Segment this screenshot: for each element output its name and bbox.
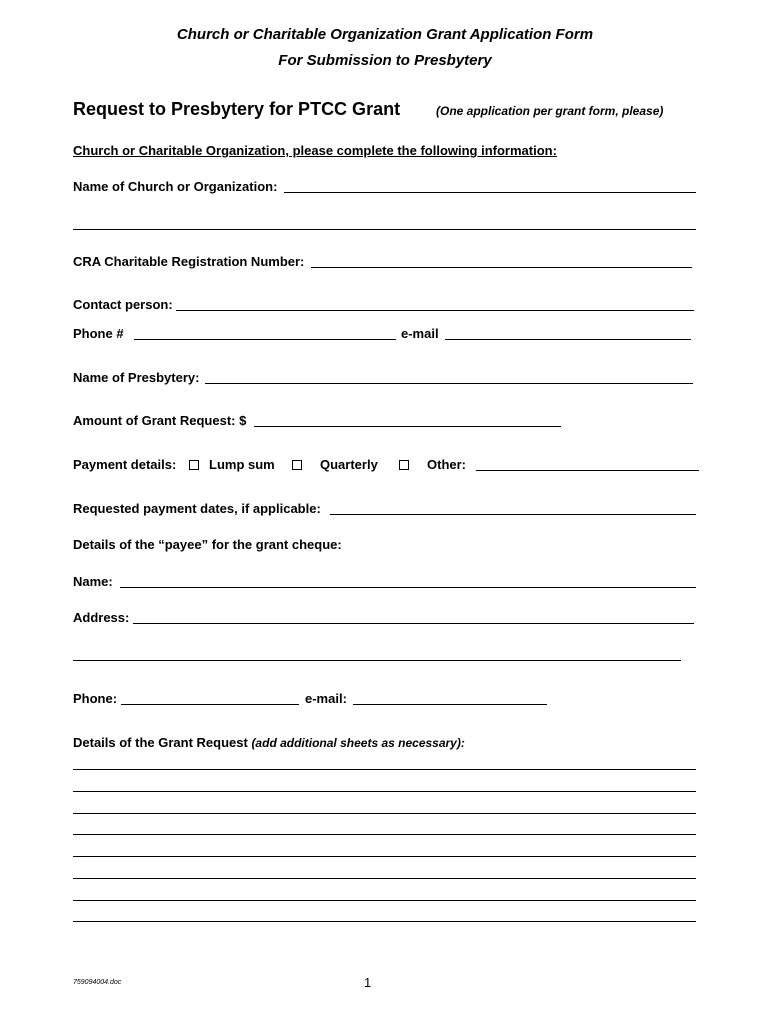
org-name-input-line2[interactable]	[73, 229, 696, 230]
details-line[interactable]	[73, 921, 696, 922]
details-line[interactable]	[73, 900, 696, 901]
details-note: (add additional sheets as necessary):	[251, 736, 465, 750]
page-number: 1	[364, 975, 372, 990]
quarterly-checkbox[interactable]	[292, 460, 302, 470]
form-subtitle: For Submission to Presbytery	[278, 52, 492, 69]
email-input[interactable]	[445, 339, 691, 340]
payment-option-other[interactable]	[399, 457, 466, 473]
document-id: 759094004.doc	[73, 979, 122, 986]
payee-phone-label: Phone:	[73, 691, 118, 706]
payment-details-label: Payment details:	[73, 457, 177, 472]
details-label-text: Details of the Grant Request	[73, 735, 248, 750]
other-label: Other:	[427, 457, 466, 472]
payee-name-label: Name:	[73, 574, 113, 589]
org-name-label: Name of Church or Organization:	[73, 179, 278, 194]
details-label	[73, 735, 465, 751]
details-line[interactable]	[73, 878, 696, 879]
lump-sum-checkbox[interactable]	[189, 460, 199, 470]
other-checkbox[interactable]	[399, 460, 409, 470]
payee-address-label: Address:	[73, 610, 130, 625]
amount-input[interactable]	[254, 426, 561, 427]
contact-person-label: Contact person:	[73, 297, 173, 312]
payment-dates-input[interactable]	[330, 514, 696, 515]
lump-sum-label: Lump sum	[209, 457, 275, 472]
details-line[interactable]	[73, 791, 696, 792]
form-title: Church or Charitable Organization Grant Application Form	[176, 26, 594, 43]
details-line[interactable]	[73, 834, 696, 835]
phone-input[interactable]	[134, 339, 396, 340]
payment-option-lump-sum[interactable]	[189, 457, 275, 473]
payee-address-input-line2[interactable]	[73, 660, 681, 661]
payee-phone-input[interactable]	[121, 704, 299, 705]
phone-label: Phone #	[73, 326, 124, 341]
payment-option-quarterly[interactable]	[292, 457, 378, 473]
payee-name-input[interactable]	[120, 587, 696, 588]
presbytery-input[interactable]	[205, 383, 693, 384]
request-heading: Request to Presbytery for PTCC Grant	[73, 99, 401, 119]
payee-email-label: e-mail:	[305, 691, 347, 706]
instructions: Church or Charitable Organization, please complete the following information:	[73, 143, 557, 158]
org-name-input[interactable]	[284, 192, 696, 193]
details-line[interactable]	[73, 856, 696, 857]
presbytery-label: Name of Presbytery:	[73, 370, 200, 385]
amount-label: Amount of Grant Request: $	[73, 413, 247, 428]
contact-person-input[interactable]	[176, 310, 694, 311]
payment-dates-label: Requested payment dates, if applicable:	[73, 501, 321, 516]
email-label: e-mail	[401, 326, 439, 341]
details-line[interactable]	[73, 813, 696, 814]
payee-address-input[interactable]	[133, 623, 694, 624]
payee-heading: Details of the “payee” for the grant cheque:	[73, 537, 342, 552]
cra-number-label: CRA Charitable Registration Number:	[73, 254, 305, 269]
cra-number-input[interactable]	[311, 267, 692, 268]
request-note: (One application per grant form, please)	[436, 104, 664, 118]
payee-email-input[interactable]	[353, 704, 547, 705]
details-line[interactable]	[73, 769, 696, 770]
quarterly-label: Quarterly	[320, 457, 378, 472]
other-input[interactable]	[476, 470, 699, 471]
